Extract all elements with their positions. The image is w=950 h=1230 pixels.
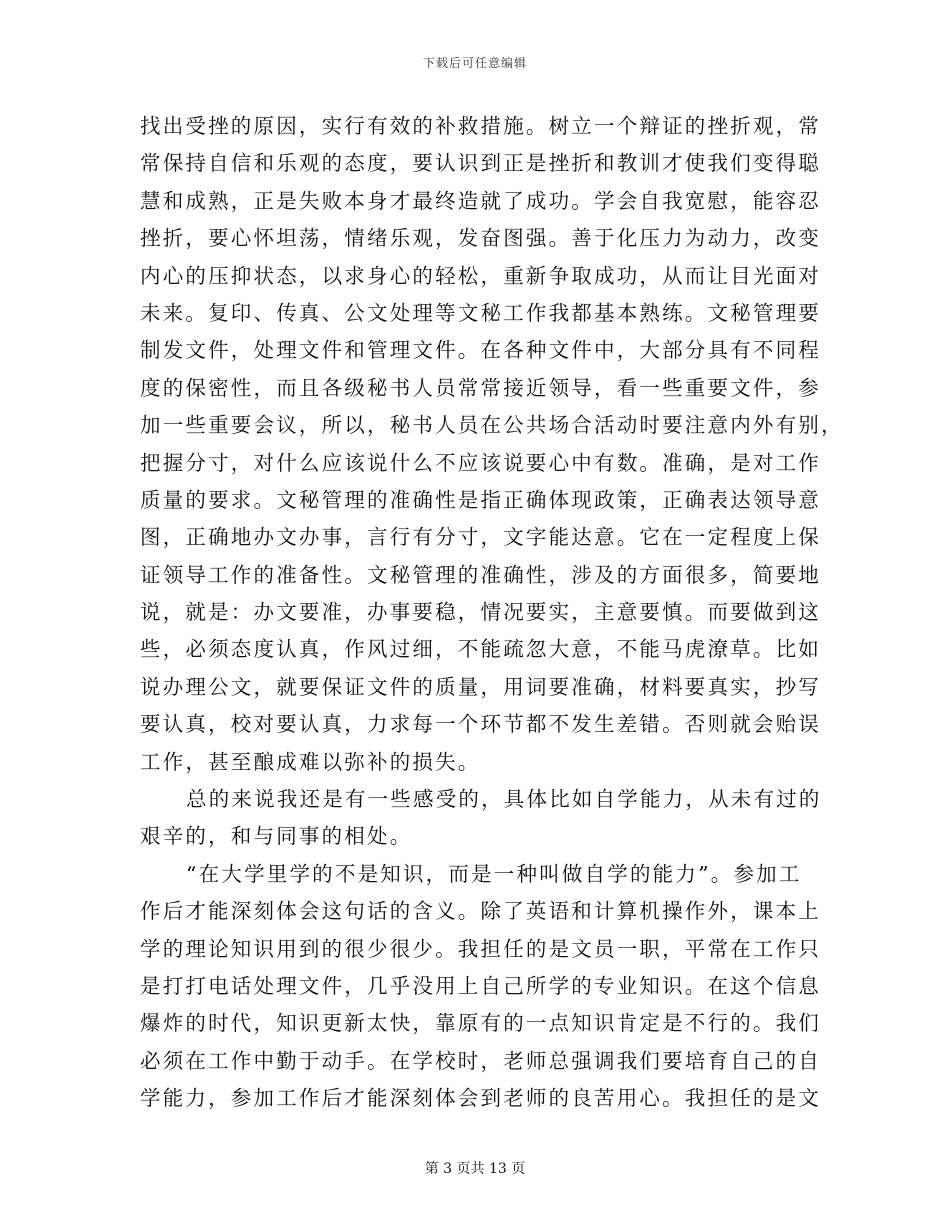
text-line: 未来。复印、传真、公文处理等文秘工作我都基本熟练。文秘管理要 xyxy=(140,300,821,325)
paragraph-start-line: 总的来说我还是有一些感受的，具体比如自学能力，从未有过的 xyxy=(186,787,822,812)
text-line: 制发文件，处理文件和管理文件。在各种文件中，大部分具有不同程 xyxy=(140,338,821,363)
text-line: 慧和成熟，正是失败本身才最终造就了成功。学会自我宽慰，能容忍 xyxy=(140,188,821,213)
text-line: 是打打电话处理文件，几乎没用上自己所学的专业知识。在这个信息 xyxy=(140,973,821,998)
text-line: 学的理论知识用到的很少很少。我担任的是文员一职，平常在工作只 xyxy=(140,936,821,961)
text-line: 度的保密性，而且各级秘书人员常常接近领导，看一些重要文件，参 xyxy=(140,375,821,400)
text-line: 些，必须态度认真，作风过细，不能疏忽大意，不能马虎潦草。比如 xyxy=(140,637,821,662)
text-line: 艰辛的，和与同事的相处。 xyxy=(140,824,413,849)
text-line: 内心的压抑状态，以求身心的轻松，重新争取成功，从而让目光面对 xyxy=(140,263,821,288)
page-header: 下载后可任意编辑 xyxy=(422,56,527,70)
text-line: 常保持自信和乐观的态度，要认识到正是挫折和教训才使我们变得聪 xyxy=(140,151,821,176)
text-line: 加一些重要会议，所以，秘书人员在公共场合活动时要注意内外有别， xyxy=(140,413,844,438)
text-line: 说，就是：办文要准，办事要稳，情况要实，主意要慎。而要做到这 xyxy=(140,600,821,625)
text-line: 找出受挫的原因，实行有效的补救措施。树立一个辩证的挫折观，常 xyxy=(140,114,821,138)
text-line: 把握分寸，对什么应该说什么不应该说要心中有数。准确，是对工作 xyxy=(140,450,821,475)
text-line: 学能力，参加工作后才能深刻体会到老师的良苦用心。我担任的是文 xyxy=(140,1086,821,1111)
document-body xyxy=(140,108,844,1118)
page-number-footer: 第 3 页共 13 页 xyxy=(424,1161,526,1177)
text-line: 要认真，校对要认真，力求每一个环节都不发生差错。否则就会贻误 xyxy=(140,712,821,737)
paragraph-start-line: “在大学里学的不是知识，而是一种叫做自学的能力”。参加工 xyxy=(186,861,802,886)
text-line: 挫折，要心怀坦荡，情绪乐观，发奋图强。善于化压力为动力，改变 xyxy=(140,226,821,251)
text-line: 必须在工作中勤于动手。在学校时，老师总强调我们要培育自己的自 xyxy=(140,1048,821,1073)
text-line: 质量的要求。文秘管理的准确性是指正确体现政策，正确表达领导意 xyxy=(140,487,821,512)
text-line: 爆炸的时代，知识更新太快，靠原有的一点知识肯定是不行的。我们 xyxy=(140,1011,821,1036)
text-line: 说办理公文，就要保证文件的质量，用词要准确，材料要真实，抄写 xyxy=(140,674,821,699)
text-line: 证领导工作的准备性。文秘管理的准确性，涉及的方面很多，简要地 xyxy=(140,562,821,587)
text-line: 作后才能深刻体会这句话的含义。除了英语和计算机操作外，课本上 xyxy=(140,899,821,924)
text-line: 图，正确地办文办事，言行有分寸，文字能达意。它在一定程度上保 xyxy=(140,525,821,550)
text-line: 工作，甚至酿成难以弥补的损失。 xyxy=(140,749,481,774)
